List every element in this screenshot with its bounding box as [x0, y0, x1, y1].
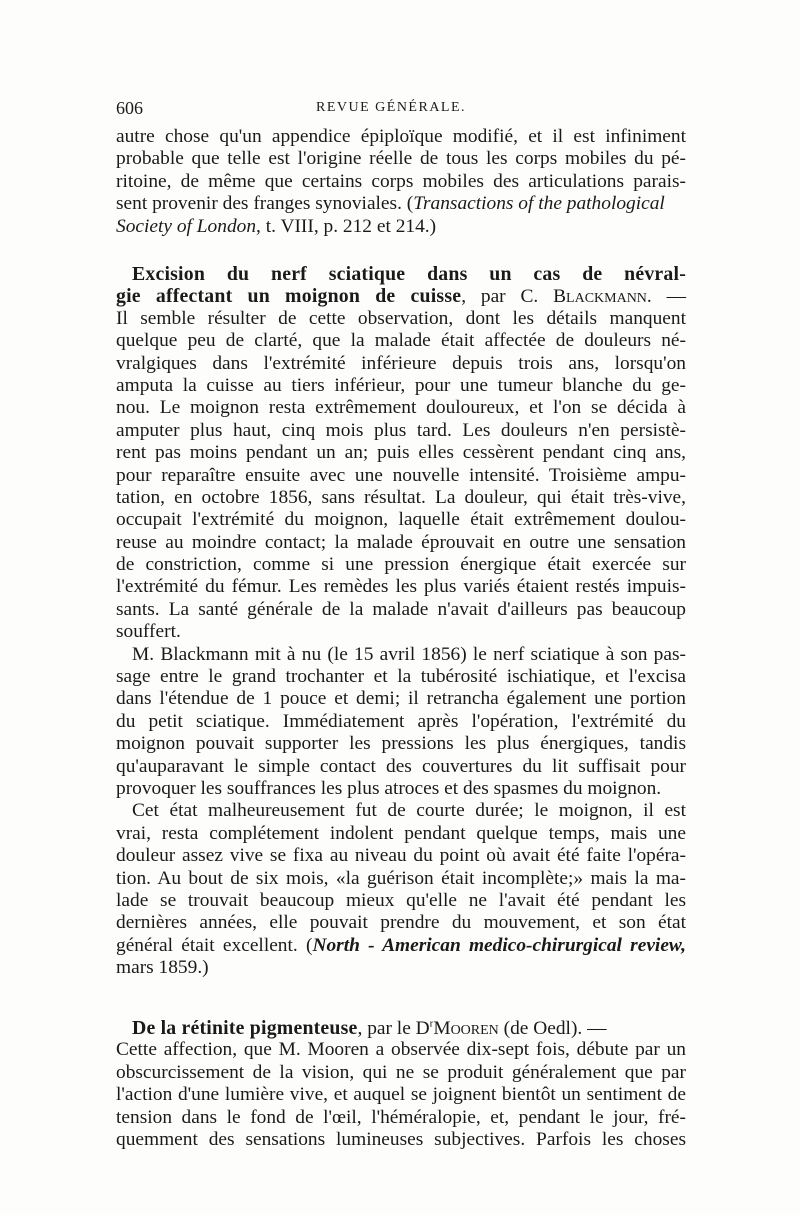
text-line: nou. Le moignon resta extrêmement douloureux, et l'on se décida à	[116, 397, 686, 419]
text-line: occupait l'extrémité du moignon, laquelle était extrêmement doulou-	[116, 509, 686, 531]
article-heading: Excision du nerf sciatique dans un cas de névral-	[132, 263, 686, 285]
text-line: moignon pouvait supporter les pressions les plus énergiques, tandis	[116, 733, 686, 755]
text-line: provoquer les souffrances les plus atroces et des spasmes du moignon.	[116, 777, 662, 799]
text-line: tion. Au bout de six mois, «la guérison était incomplète;» mais la ma-	[116, 867, 686, 889]
paragraph	[116, 800, 686, 979]
text-line: qu'auparavant le simple contact des couvertures du lit suffisait pour	[116, 755, 686, 777]
article-heading: De la rétinite pigmenteuse	[132, 1017, 358, 1039]
article-sciatic-nerve	[116, 263, 686, 980]
paragraph	[116, 308, 686, 644]
text-line: autre chose qu'un appendice épiploïque modifié, et il est infiniment	[116, 126, 686, 147]
paragraph	[116, 644, 686, 801]
article-heading-line: gie affectant un moignon de cuisse, par C. Blackmann. —	[116, 285, 686, 308]
text-line: reuse au moindre contact; la malade éprouvait en outre une sensation	[116, 531, 686, 553]
text-line: mars 1859.)	[116, 957, 209, 979]
text-line: quelque peu de clarté, que la malade était affectée de douleurs né-	[116, 330, 686, 352]
text-line: vralgiques dans l'extrémité inférieure depuis trois ans, lorsqu'on	[116, 352, 686, 374]
text-line: tension dans le fond de l'œil, l'héméralopie, et, pendant le jour, fré-	[116, 1106, 686, 1128]
text-line: M. Blackmann mit à nu (le 15 avril 1856) le nerf sciatique à son pas-	[132, 643, 686, 665]
page-number: 606	[116, 98, 143, 118]
text-line: rent pas moins pendant un an; puis elles cessèrent pendant cinq ans,	[116, 442, 686, 464]
text-line: du petit sciatique. Immédiatement après l'opération, l'extrémité du	[116, 710, 686, 732]
citation-title: Transactions of the pathological	[413, 193, 665, 215]
text-line: ritoine, de même que certains corps mobiles des articulations parais-	[116, 170, 686, 192]
citation-title: North - American medico-chirurgical review,	[312, 934, 686, 956]
intro-paragraph	[116, 126, 686, 238]
text-line: tation, en octobre 1856, sans résultat. La douleur, qui était très-vive,	[116, 486, 686, 508]
article-heading-continued: gie affectant un moignon de cuisse	[116, 285, 462, 308]
citation-title-continued: Society of London	[116, 215, 257, 237]
text-line: probable que telle est l'origine réelle de tous les corps mobiles du pé-	[116, 148, 686, 170]
text-line: Society of London, t. VIII, p. 212 et 214.)	[116, 215, 437, 237]
text-line: lade se trouvait beaucoup mieux qu'elle ne l'avait été pendant les	[116, 889, 686, 911]
text-line: Cet état malheureusement fut de courte durée; le moignon, il est	[132, 800, 686, 822]
article-heading-line: De la rétinite pigmenteuse, par le $D^rMooren$ (de Oedl). —	[132, 1017, 607, 1039]
text-line: amputer plus haut, cinq mois plus tard. Les douleurs n'en persistè-	[116, 419, 686, 441]
text-line: souffert.	[116, 621, 181, 643]
text-line: sants. La santé générale de la malade n'avait d'ailleurs pas beaucoup	[116, 598, 686, 620]
text-line: obscurcissement de la vision, qui ne se produit généralement que par	[116, 1061, 686, 1083]
text-line: sent provenir des franges synoviales. (Transactions of the pathological	[116, 193, 665, 215]
text-line: dans l'étendue de 1 pouce et demi; il retrancha également une portion	[116, 688, 686, 710]
text-line: Il semble résulter de cette observation, dont les détails manquent	[116, 307, 686, 329]
text-line: dernières années, elle pouvait prendre du mouvement, et son état	[116, 912, 686, 934]
text-line: sage entre le grand trochanter et la tubérosité ischiatique, et l'excisa	[116, 666, 686, 688]
article-retinitis	[116, 1017, 686, 1151]
text-line: pour reparaître ensuite avec une nouvelle intensité. Troisième ampu-	[116, 464, 686, 486]
text-line: vrai, resta complétement indolent pendant quelque temps, mais une	[116, 822, 686, 844]
running-head	[116, 98, 686, 120]
text-line: amputa la cuisse au tiers inférieur, pour une tumeur blanche du ge-	[116, 374, 686, 396]
text-line: Cette affection, que M. Mooren a observée dix-sept fois, débute par un	[116, 1039, 686, 1061]
text-line: de constriction, comme si une pression énergique était exercée sur	[116, 554, 686, 576]
text-line: douleur assez vive se fixa au niveau du point où avait été faite l'opéra-	[116, 845, 686, 867]
text-line: l'action d'une lumière vive, et auquel se joignent bientôt un sentiment de	[116, 1084, 686, 1106]
running-title: REVUE GÉNÉRALE.	[316, 100, 467, 115]
text-line: l'extrémité du fémur. Les remèdes les plus variés étaient restés impuis-	[116, 576, 686, 598]
author-name: Blackmann.	[553, 286, 652, 308]
text-line: quemment des sensations lumineuses subjectives. Parfois les choses	[116, 1128, 686, 1150]
text-line: général était excellent. (North - American medico-chirurgical review,	[116, 934, 686, 956]
author-name: Mooren	[433, 1018, 499, 1039]
